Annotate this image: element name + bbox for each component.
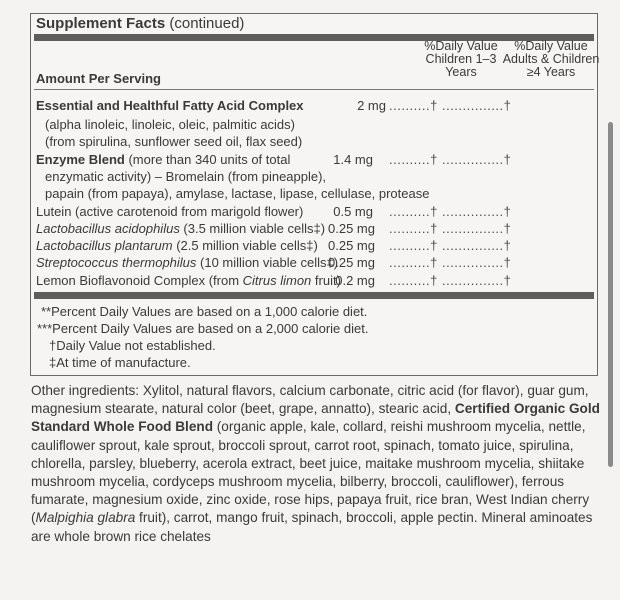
footnote: **Percent Daily Values are based on a 1,000 calorie diet. [41, 304, 368, 319]
row-enzyme-blend: Enzyme Blend (more than 340 units of total [36, 152, 291, 167]
row-l-plantarum: Lactobacillus plantarum (2.5 million viable cells‡) [36, 238, 318, 253]
scrollbar[interactable] [608, 122, 613, 467]
amount: 2 mg [357, 98, 386, 113]
panel-title: Supplement Facts (continued) [36, 15, 245, 32]
bottom-thick-rule [34, 292, 594, 299]
row-detail: (alpha linoleic, linoleic, oleic, palmitic acids) [45, 117, 295, 132]
dv-leader: ..........† ...............† [389, 98, 512, 113]
row-l-acidophilus: Lactobacillus acidophilus (3.5 million viable cells‡) [36, 221, 326, 236]
dv-leader: ..........† ...............† [389, 273, 512, 288]
amount: 0.5 mg [333, 204, 373, 219]
row-fatty-acid-complex: Essential and Healthful Fatty Acid Complex [36, 98, 304, 113]
footnote: ***Percent Daily Values are based on a 2,000 calorie diet. [37, 321, 369, 336]
row-lemon-bioflavonoid: Lemon Bioflavonoid Complex (from Citrus limon fruit) [36, 273, 341, 288]
row-lutein: Lutein (active carotenoid from marigold flower) [36, 204, 304, 219]
header-rule [34, 89, 594, 90]
row-detail: (from spirulina, sunflower seed oil, flax seed) [45, 134, 303, 149]
amount: 0.2 mg [335, 273, 375, 288]
amount: 0.25 mg [328, 255, 375, 270]
column-header-children: %Daily Value Children 1–3 Years [424, 39, 498, 79]
dv-leader: ..........† ...............† [389, 221, 512, 236]
footnote: ‡At time of manufacture. [49, 355, 191, 370]
dv-leader: ..........† ...............† [389, 255, 512, 270]
dv-leader: ..........† ...............† [389, 238, 512, 253]
footnote: †Daily Value not established. [49, 338, 216, 353]
column-header-adults: %Daily Value Adults & Children ≥4 Years [502, 39, 600, 79]
amount: 0.25 mg [328, 238, 375, 253]
dv-leader: ..........† ...............† [389, 204, 512, 219]
dv-leader: ..........† ...............† [389, 152, 512, 167]
supplement-facts-panel [30, 13, 598, 376]
amount: 0.25 mg [328, 221, 375, 236]
amount: 1.4 mg [333, 152, 373, 167]
row-detail: enzymatic activity) – Bromelain (from pineapple), [45, 169, 327, 184]
row-s-thermophilus: Streptococcus thermophilus (10 million viable cells‡) [36, 255, 339, 270]
row-detail: papain (from papaya), amylase, lactase, lipase, cellulase, protease [45, 186, 430, 201]
other-ingredients: Other ingredients: Xylitol, natural flavors, calcium carbonate, citric acid (for flavor), guar gum, magnesium stearate, natural color (beet, grape, annatto), stearic acid, Certified Organic Gold Standard Whole Food Blend (organic apple, kale, collard, reishi mushroom mycelia, nettle, cauliflower sprout, kale sprout, broccoli sprout, carrot root, spinach, tomato juice, spirulina, chlorella, parsley, blueberry, acerola extract, beet juice, maitake mushroom mycelia, shiitake mushroom mycelia, cordyceps mushroom mycelia, bilberry, broccoli, cauliflower), ferrous fumarate, magnesium oxide, zinc oxide, rose hips, papaya fruit, rice bran, West Indian cherry (Malpighia glabra fruit), carrot, mango fruit, spinach, broccoli, apple pectin. Mineral aminoates are whole brown rice chelates [31, 383, 600, 544]
amount-per-serving: Amount Per Serving [36, 71, 161, 86]
